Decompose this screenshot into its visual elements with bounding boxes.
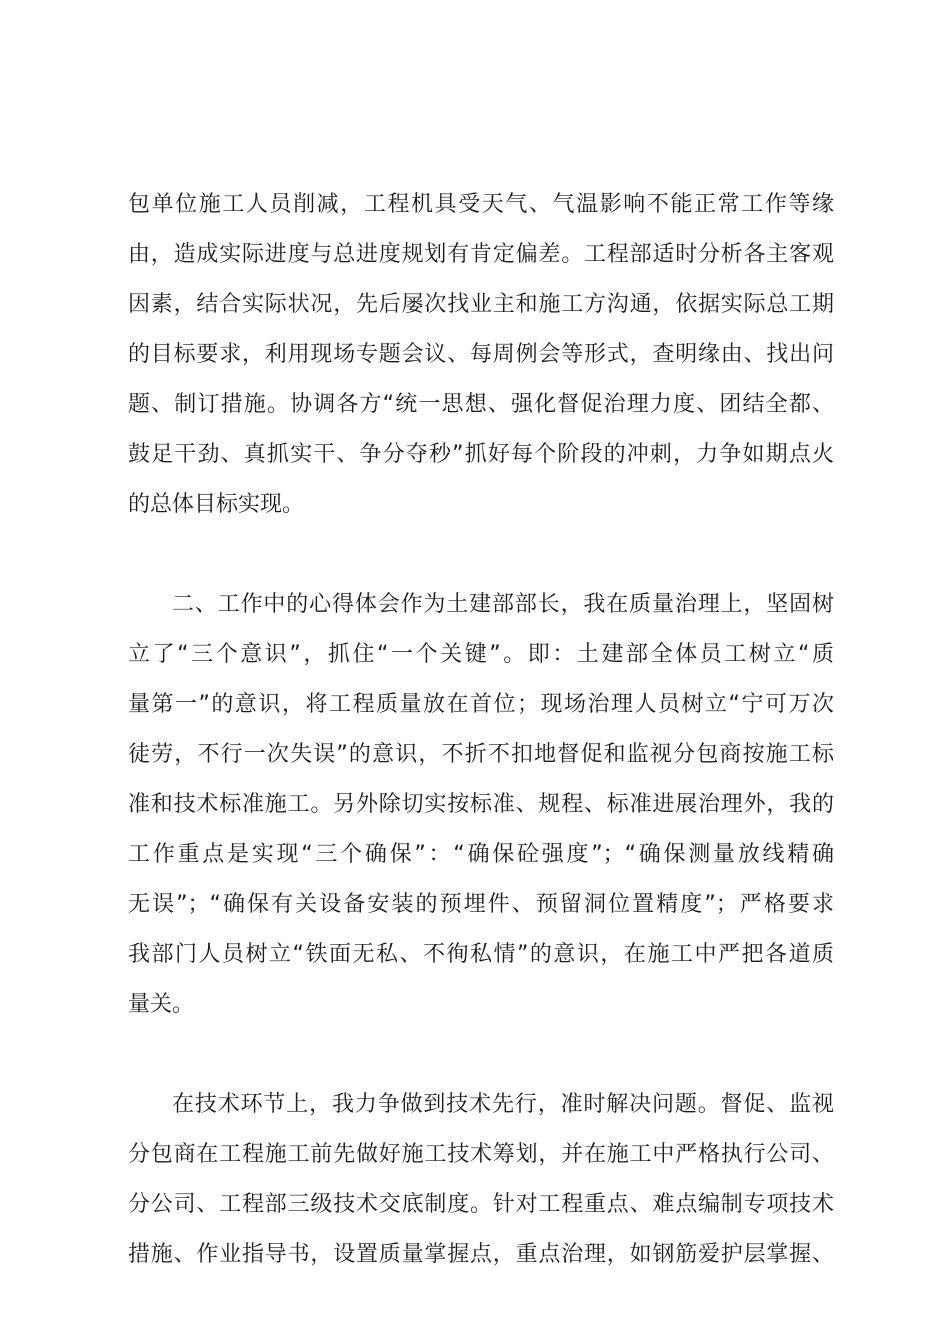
paragraph-2-line-3: 量第一”的意识，将工程质量放在首位；现场治理人员树立“宁可万次 [128, 692, 834, 717]
paragraph-2-line-2: 立了“三个意识”，抓住“一个关键”。即：土建部全体员工树立“质 [128, 642, 834, 667]
paragraph-2-line-7: 无误”；“确保有关设备安装的预埋件、预留洞位置精度”；严格要求 [128, 892, 834, 917]
paragraph-2-line-8: 我部门人员树立“铁面无私、不徇私情”的意识，在施工中严把各道质 [128, 942, 834, 967]
paragraph-1-line-5: 题、制订措施。协调各方“统一思想、强化督促治理力度、团结全都、 [128, 392, 834, 417]
paragraph-1-line-3: 因素，结合实际状况，先后屡次找业主和施工方沟通，依据实际总工期 [128, 292, 834, 317]
paragraph-2-line-9: 量关。 [128, 992, 195, 1017]
paragraph-3-line-4: 措施、作业指导书，设置质量掌握点，重点治理，如钢筋爱护层掌握、 [128, 1242, 834, 1267]
paragraph-2-line-1: 二、工作中的心得体会作为土建部部长，我在质量治理上，坚固树 [172, 592, 834, 617]
paragraph-1-line-4: 的目标要求，利用现场专题会议、每周例会等形式，查明缘由、找出问 [128, 342, 834, 367]
paragraph-2-line-6: 工作重点是实现“三个确保”：“确保砼强度”；“确保测量放线精确 [128, 842, 834, 867]
paragraph-3-line-3: 分公司、工程部三级技术交底制度。针对工程重点、难点编制专项技术 [128, 1192, 834, 1217]
paragraph-1-line-7: 的总体目标实现。 [128, 492, 305, 517]
paragraph-2-line-4: 徒劳，不行一次失误”的意识，不折不扣地督促和监视分包商按施工标 [128, 742, 834, 767]
paragraph-1-line-2: 由，造成实际进度与总进度规划有肯定偏差。工程部适时分析各主客观 [128, 242, 834, 267]
paragraph-1-line-6: 鼓足干劲、真抓实干、争分夺秒”抓好每个阶段的冲刺，力争如期点火 [128, 442, 834, 467]
paragraph-3-line-2: 分包商在工程施工前先做好施工技术筹划，并在施工中严格执行公司、 [128, 1142, 834, 1167]
paragraph-2-line-5: 准和技术标准施工。另外除切实按标准、规程、标准进展治理外，我的 [128, 792, 834, 817]
paragraph-1-line-1: 包单位施工人员削减，工程机具受天气、气温影响不能正常工作等缘 [128, 192, 834, 217]
paragraph-3-line-1: 在技术环节上，我力争做到技术先行，准时解决问题。督促、监视 [172, 1092, 834, 1117]
